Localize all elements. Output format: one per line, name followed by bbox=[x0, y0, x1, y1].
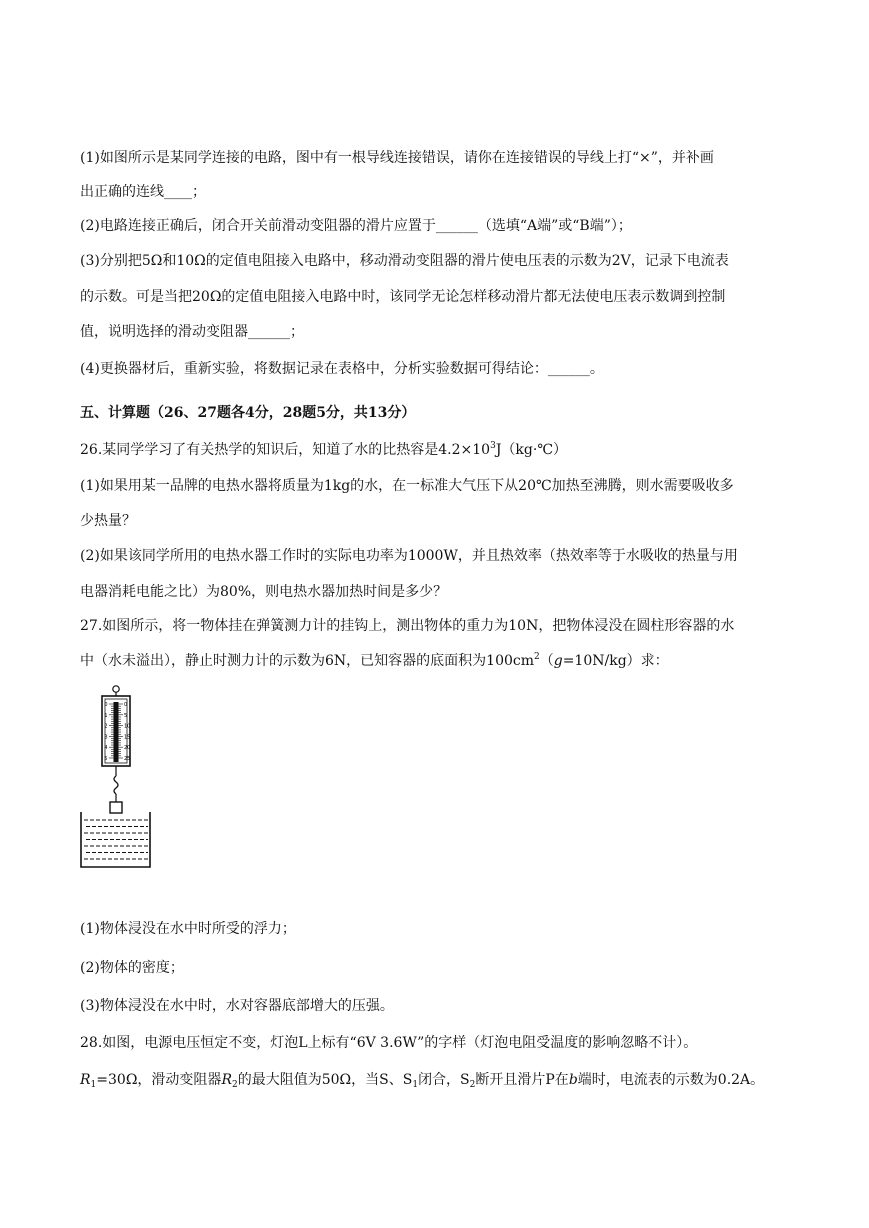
q26-part1-line1: (1)如果用某一品牌的电热水器将质量为1kg的水，在一标准大气压下从20℃加热至沸腾，则水需要吸收多 bbox=[80, 478, 734, 494]
hanging-object bbox=[110, 802, 122, 813]
scale-label-left: 1 bbox=[104, 712, 108, 719]
q28-intro: 28.如图，电源电压恒定不变，灯泡L上标有“6V 3.6W”的字样（灯泡电阻受温度的影响忽略不计）。 bbox=[80, 1035, 698, 1051]
spring-scale-figure bbox=[78, 684, 168, 869]
q28-line2: $R_1=30\Omega$，滑动变阻器$R_2$的最大阻值为50Ω，当S、$S_1$闭合，$S_2$断开且滑片P在b端时，电流表的示数为0.2A。 bbox=[80, 1072, 765, 1090]
q26-part2-line2: 电器消耗电能之比）为80%，则电热水器加热时间是多少？ bbox=[80, 584, 448, 600]
q25-part3-line1: (3)分别把5Ω和10Ω的定值电阻接入电路中，移动滑动变阻器的滑片使电压表的示数为2V，记录下电流表 bbox=[80, 253, 729, 269]
scale-label-right: 15 bbox=[124, 734, 131, 741]
q27-intro-line2: 中（水未溢出），静止时测力计的示数为6N，已知容器的底面积为$100cm^2(g=10N/kg)$求： bbox=[80, 652, 669, 669]
scale-label-right: 5 bbox=[124, 712, 128, 719]
q27-part3: (3)物体浸没在水中时，水对容器底部增大的压强。 bbox=[80, 998, 394, 1014]
scale-label-right: 20 bbox=[124, 745, 131, 752]
q27-part2: (2)物体的密度； bbox=[80, 960, 184, 976]
q25-part4: (4)更换器材后，重新实验，将数据记录在表格中，分析实验数据可得结论：______。 bbox=[80, 361, 604, 377]
scale-label-left: 5 bbox=[104, 756, 108, 762]
q25-part2: (2)电路连接正确后，闭合开关前滑动变阻器的滑片应置于______（选填“A端”或“B端”）； bbox=[80, 218, 632, 234]
scale-label-right: 10 bbox=[124, 723, 131, 730]
q25-part3-line3: 值，说明选择的滑动变阻器______； bbox=[80, 324, 304, 340]
scale-label-left: 2 bbox=[104, 723, 108, 730]
spring-scale bbox=[102, 686, 130, 802]
section-title: 五、计算题（26、27题各4分，28题5分，共13分） bbox=[80, 405, 416, 421]
scale-label-left: 3 bbox=[104, 734, 108, 741]
q26-intro: 26.某同学学习了有关热学的知识后，知道了水的比热容是$4.2\times 10^3J(kg\cdot℃)$ bbox=[80, 441, 567, 458]
q26-part2-line1: (2)如果该同学所用的电热水器工作时的实际电功率为1000W，并且热效率（热效率等于水吸收的热量与用 bbox=[80, 548, 738, 564]
q27-intro-line1: 27.如图所示，将一物体挂在弹簧测力计的挂钩上，测出物体的重力为10N，把物体浸没在圆柱形容器的水 bbox=[80, 618, 735, 634]
scale-label-right: 0 bbox=[124, 702, 128, 708]
water-container bbox=[81, 812, 150, 867]
q25-part3-line2: 的示数。可是当把20Ω的定值电阻接入电路中时，该同学无论怎样移动滑片都无法使电压表示数调到控制 bbox=[80, 289, 726, 305]
q25-part1-line1: (1)如图所示是某同学连接的电路，图中有一根导线连接错误，请你在连接错误的导线上打“×”，并补画 bbox=[80, 150, 714, 166]
q27-part1: (1)物体浸没在水中时所受的浮力； bbox=[80, 921, 296, 937]
scale-label-left: 0 bbox=[104, 702, 108, 708]
q26-part1-line2: 少热量？ bbox=[80, 513, 136, 529]
q25-part1-line2: 出正确的连线____； bbox=[80, 184, 206, 200]
scale-label-right: 25 bbox=[124, 756, 131, 762]
scale-label-left: 4 bbox=[104, 745, 108, 752]
